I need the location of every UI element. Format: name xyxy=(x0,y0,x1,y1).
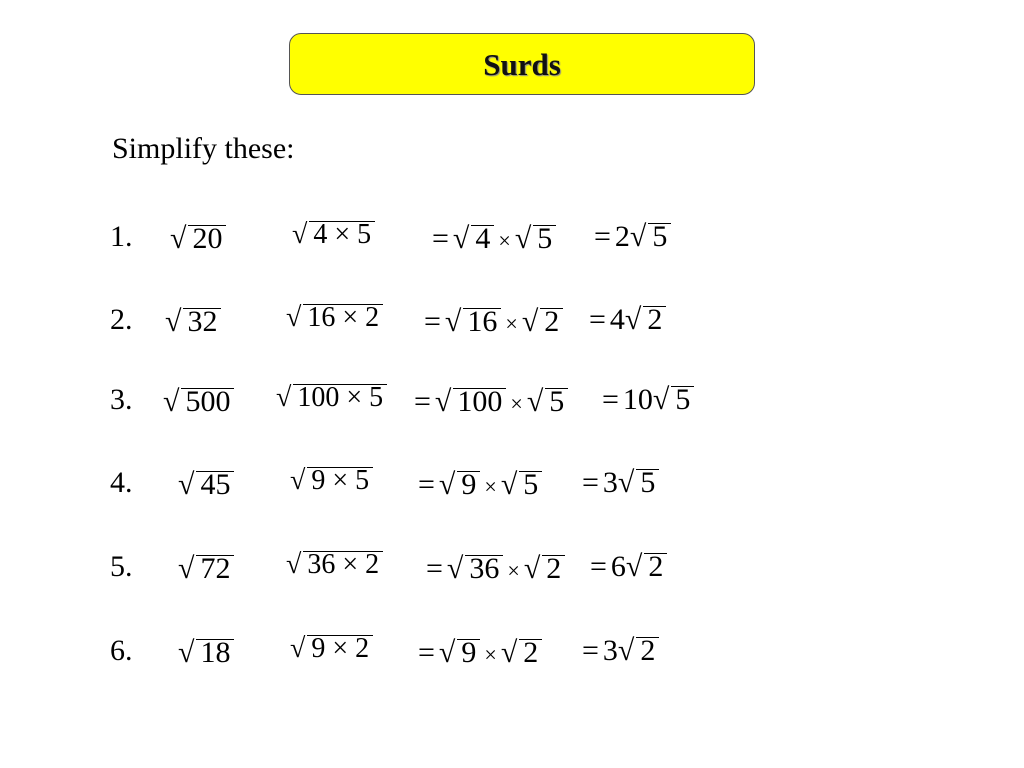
times-sign: × xyxy=(498,228,511,253)
radical xyxy=(524,554,565,584)
problem-number: 2. xyxy=(110,303,133,336)
radical-sign: √ xyxy=(444,305,462,338)
radicand: 2 xyxy=(540,308,563,335)
radical xyxy=(276,383,387,413)
split-surds xyxy=(410,387,568,419)
radical-sign: √ xyxy=(434,385,452,418)
problem-number: 6. xyxy=(110,634,133,667)
radicand: 5 xyxy=(519,471,542,498)
times-sign: × xyxy=(484,642,497,667)
instruction-text: Simplify these: xyxy=(112,132,295,165)
simplified-result xyxy=(598,385,694,415)
radicand: 500 xyxy=(181,388,234,415)
radical-sign: √ xyxy=(286,302,302,333)
radical xyxy=(178,638,234,668)
equals-sign: = xyxy=(424,305,441,338)
radicand: 2 xyxy=(519,639,542,666)
radical-sign: √ xyxy=(276,382,292,413)
radical-sign: √ xyxy=(523,552,541,585)
radicand: 16 xyxy=(463,308,501,335)
radicand: 100 xyxy=(453,388,506,415)
equals-sign: = xyxy=(418,636,435,669)
radicand: 45 xyxy=(196,471,234,498)
coefficient: 2 xyxy=(614,220,630,253)
radicand: 4 × 5 xyxy=(309,221,375,248)
radical-sign: √ xyxy=(170,222,187,255)
simplified-result xyxy=(590,222,671,252)
radical-sign: √ xyxy=(165,305,182,338)
times-sign: × xyxy=(505,311,518,336)
simplified-result xyxy=(578,468,659,498)
radicand: 9 xyxy=(457,471,480,498)
radical xyxy=(618,468,659,498)
coefficient: 4 xyxy=(609,303,625,336)
radical-sign: √ xyxy=(163,385,180,418)
problem-number: 4. xyxy=(110,466,133,499)
radical xyxy=(290,466,373,496)
radical-sign: √ xyxy=(292,219,308,250)
equals-sign: = xyxy=(590,550,607,583)
radical-sign: √ xyxy=(652,383,670,416)
factored-surd xyxy=(286,550,383,580)
radical xyxy=(290,634,373,664)
equals-sign: = xyxy=(418,468,435,501)
radicand: 36 × 2 xyxy=(303,551,383,578)
equals-sign: = xyxy=(432,222,449,255)
radical xyxy=(453,224,494,254)
radical xyxy=(286,303,383,333)
radical-sign: √ xyxy=(624,303,642,336)
original-surd xyxy=(178,638,234,668)
radicand: 9 xyxy=(457,639,480,666)
radical-sign: √ xyxy=(617,466,635,499)
equals-sign: = xyxy=(594,220,611,253)
original-surd xyxy=(170,224,226,254)
radical xyxy=(286,550,383,580)
page-title: Surds xyxy=(483,47,561,82)
radicand: 5 xyxy=(648,223,671,250)
radical xyxy=(625,305,666,335)
radical xyxy=(447,554,503,584)
radicand: 18 xyxy=(196,639,234,666)
radical-sign: √ xyxy=(625,550,643,583)
problem-number: 1. xyxy=(110,220,133,253)
radicand: 20 xyxy=(188,225,226,252)
radical-sign: √ xyxy=(290,465,306,496)
simplified-result xyxy=(585,305,666,335)
split-surds xyxy=(414,638,542,670)
radical-sign: √ xyxy=(178,552,195,585)
radical xyxy=(439,638,480,668)
equals-sign: = xyxy=(582,466,599,499)
radical-sign: √ xyxy=(617,634,635,667)
original-surd xyxy=(178,554,234,584)
radical-sign: √ xyxy=(446,552,464,585)
radicand: 5 xyxy=(545,388,568,415)
radical xyxy=(435,387,506,417)
radical xyxy=(653,385,694,415)
radical xyxy=(515,224,556,254)
factored-surd xyxy=(290,634,373,664)
radical xyxy=(178,470,234,500)
equals-sign: = xyxy=(414,385,431,418)
radical-sign: √ xyxy=(629,220,647,253)
split-surds xyxy=(420,307,563,339)
radical-sign: √ xyxy=(526,385,544,418)
radical xyxy=(292,220,375,250)
radical-sign: √ xyxy=(178,468,195,501)
original-surd xyxy=(178,470,234,500)
radical xyxy=(630,222,671,252)
radicand: 5 xyxy=(533,225,556,252)
radical xyxy=(618,636,659,666)
factored-surd xyxy=(290,466,373,496)
factored-surd xyxy=(276,383,387,413)
radical-sign: √ xyxy=(521,305,539,338)
split-surds xyxy=(428,224,556,256)
radicand: 32 xyxy=(183,308,221,335)
equals-sign: = xyxy=(426,552,443,585)
original-surd xyxy=(165,307,221,337)
radical xyxy=(626,552,667,582)
title-banner xyxy=(289,33,755,95)
times-sign: × xyxy=(484,474,497,499)
radicand: 36 xyxy=(465,555,503,582)
coefficient: 10 xyxy=(622,383,653,416)
radicand: 2 xyxy=(644,553,667,580)
radicand: 2 xyxy=(643,306,666,333)
radicand: 16 × 2 xyxy=(303,304,383,331)
radicand: 100 × 5 xyxy=(293,384,387,411)
equals-sign: = xyxy=(602,383,619,416)
radical-sign: √ xyxy=(290,633,306,664)
original-surd xyxy=(163,387,234,417)
split-surds xyxy=(422,554,565,586)
coefficient: 3 xyxy=(602,634,618,667)
radical-sign: √ xyxy=(438,636,456,669)
radicand: 2 xyxy=(542,555,565,582)
radical-sign: √ xyxy=(514,222,532,255)
radicand: 4 xyxy=(471,225,494,252)
radical xyxy=(501,470,542,500)
radical xyxy=(163,387,234,417)
simplified-result xyxy=(586,552,667,582)
radicand: 9 × 5 xyxy=(307,467,373,494)
radical xyxy=(439,470,480,500)
simplified-result xyxy=(578,636,659,666)
radicand: 2 xyxy=(636,637,659,664)
times-sign: × xyxy=(507,558,520,583)
radical xyxy=(170,224,226,254)
radical xyxy=(522,307,563,337)
radical-sign: √ xyxy=(438,468,456,501)
radicand: 5 xyxy=(636,469,659,496)
radical-sign: √ xyxy=(452,222,470,255)
radical-sign: √ xyxy=(500,636,518,669)
radical xyxy=(178,554,234,584)
radicand: 9 × 2 xyxy=(307,635,373,662)
problem-number: 5. xyxy=(110,550,133,583)
factored-surd xyxy=(286,303,383,333)
radical-sign: √ xyxy=(178,636,195,669)
radical xyxy=(165,307,221,337)
equals-sign: = xyxy=(582,634,599,667)
radical-sign: √ xyxy=(500,468,518,501)
equals-sign: = xyxy=(589,303,606,336)
radical xyxy=(501,638,542,668)
radicand: 72 xyxy=(196,555,234,582)
coefficient: 3 xyxy=(602,466,618,499)
radical xyxy=(527,387,568,417)
radicand: 5 xyxy=(671,386,694,413)
radical xyxy=(445,307,501,337)
factored-surd xyxy=(292,220,375,250)
coefficient: 6 xyxy=(610,550,626,583)
split-surds xyxy=(414,470,542,502)
radical-sign: √ xyxy=(286,549,302,580)
problem-number: 3. xyxy=(110,383,133,416)
times-sign: × xyxy=(510,391,523,416)
